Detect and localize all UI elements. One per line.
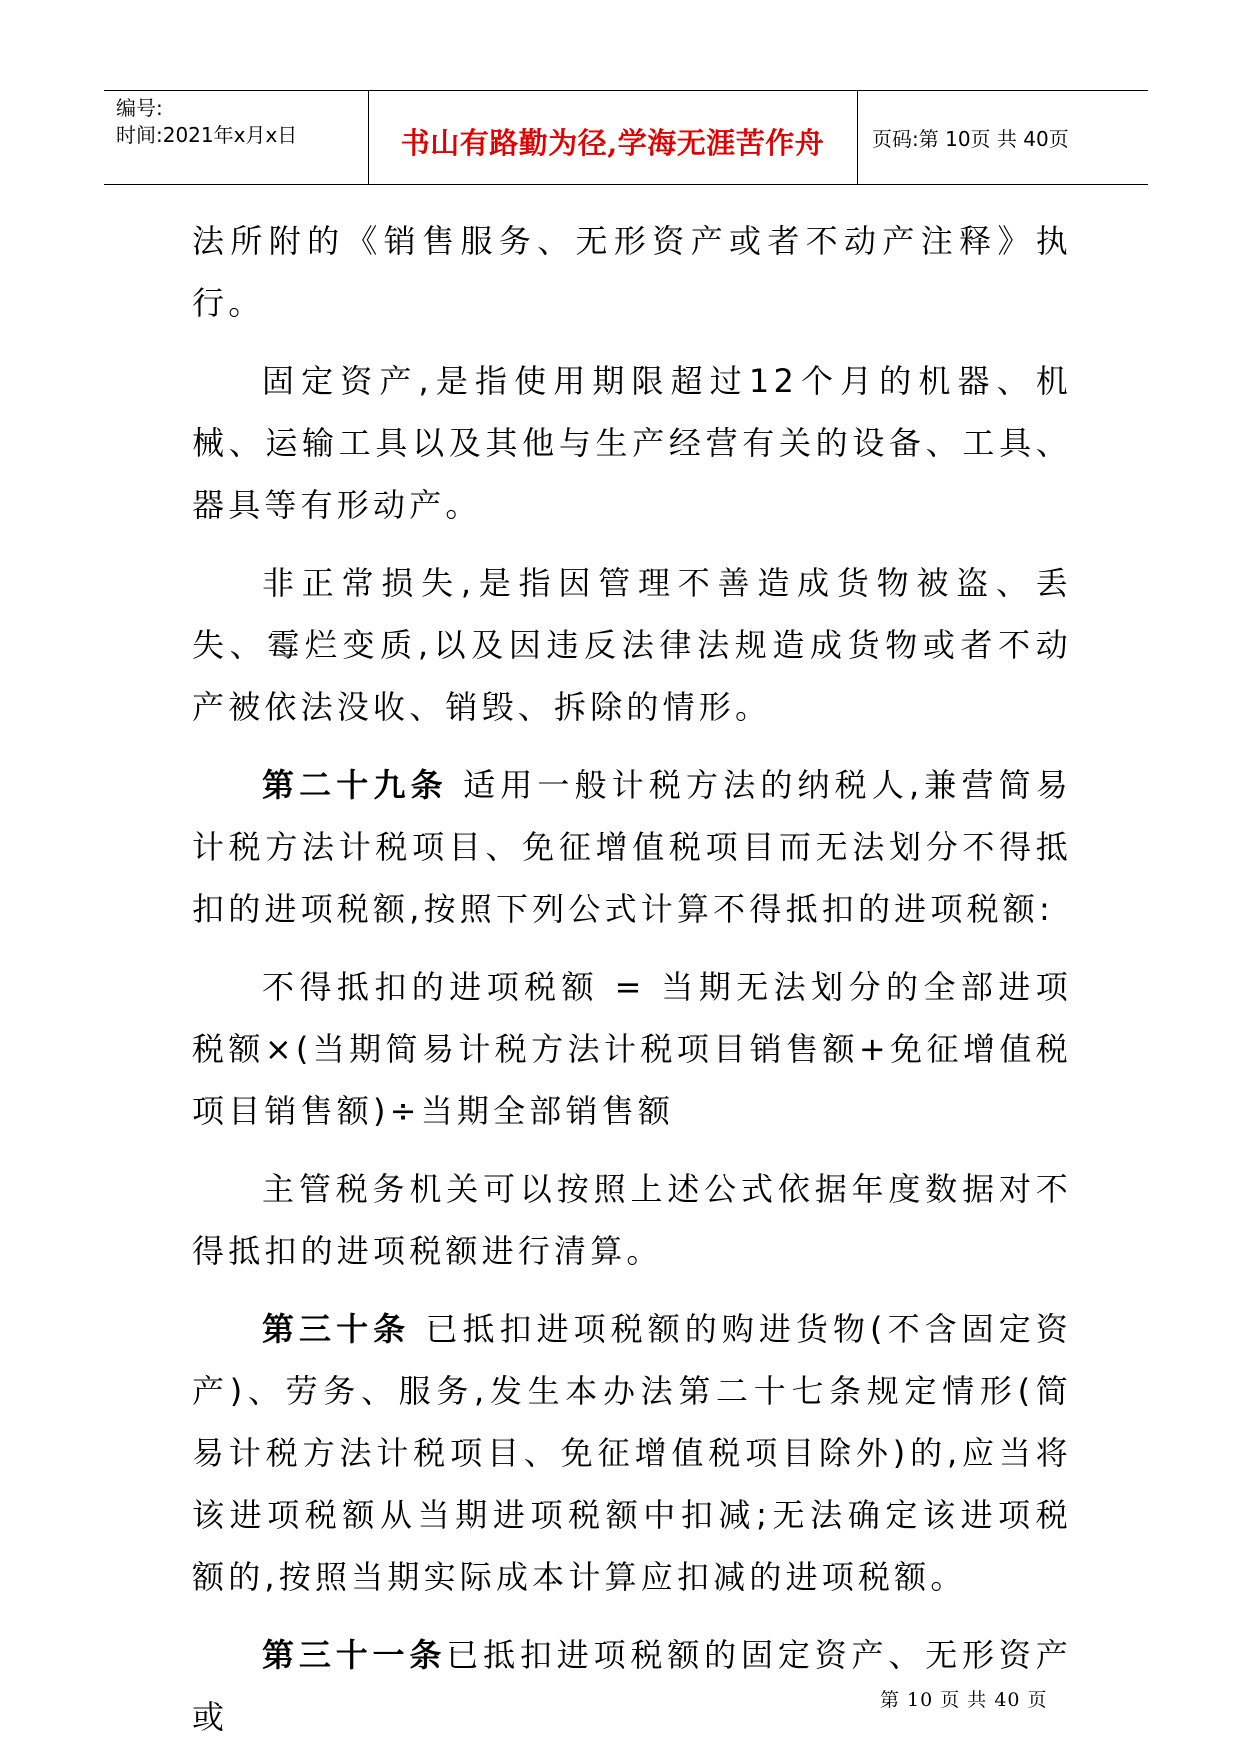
paragraph-text: 非正常损失,是指因管理不善造成货物被盗、丢失、霉烂变质,以及因违反法律法规造成货物或者不动产被依法没收、销毁、拆除的情形。 [192, 564, 1072, 726]
paragraph-text: 固定资产,是指使用期限超过12个月的机器、机械、运输工具以及其他与生产经营有关的设备、工具、器具等有形动产。 [192, 362, 1072, 524]
header-page-info: 页码:第 10页 共 40页 [872, 127, 1069, 151]
paragraph [192, 552, 1072, 738]
article-heading: 第二十九条 [262, 766, 448, 804]
paragraph-text: 不得抵扣的进项税额 = 当期无法划分的全部进项税额×(当期简易计税方法计税项目销售额+免征增值税项目销售额)÷当期全部销售额 [192, 968, 1072, 1130]
paragraph [192, 350, 1072, 536]
paragraph-text: 已抵扣进项税额的固定资产、无形资产或 [192, 1636, 1072, 1736]
header-motto: 书山有路勤为径,学海无涯苦作舟 [400, 126, 825, 160]
paragraph [192, 1158, 1072, 1282]
header-divider [857, 91, 858, 184]
paragraph-text: 法所附的《销售服务、无形资产或者不动产注释》执行。 [192, 222, 1072, 322]
paragraph [192, 210, 1072, 334]
paragraph [192, 956, 1072, 1142]
paragraph [192, 754, 1072, 940]
header-meta [116, 95, 297, 149]
document-body [192, 210, 1072, 1764]
paragraph-text: 主管税务机关可以按照上述公式依据年度数据对不得抵扣的进项税额进行清算。 [192, 1170, 1072, 1270]
page-header [104, 90, 1148, 185]
page-footer: 第 10 页 共 40 页 [880, 1689, 1048, 1711]
header-time-label: 时间:2021年x月x日 [116, 123, 298, 147]
paragraph [192, 1298, 1072, 1608]
header-number-label: 编号: [116, 96, 163, 120]
paragraph-text: 适用一般计税方法的纳税人,兼营简易计税方法计税项目、免征增值税项目而无法划分不得抵扣的进项税额,按照下列公式计算不得抵扣的进项税额: [192, 766, 1072, 928]
article-heading: 第三十一条 [262, 1636, 447, 1674]
article-heading: 第三十条 [262, 1310, 411, 1348]
paragraph-text: 已抵扣进项税额的购进货物(不含固定资产)、劳务、服务,发生本办法第二十七条规定情形(简易计税方法计税项目、免征增值税项目除外)的,应当将该进项税额从当期进项税额中扣减;无法确定该进项税额的,按照当期实际成本计算应扣减的进项税额。 [192, 1310, 1072, 1596]
